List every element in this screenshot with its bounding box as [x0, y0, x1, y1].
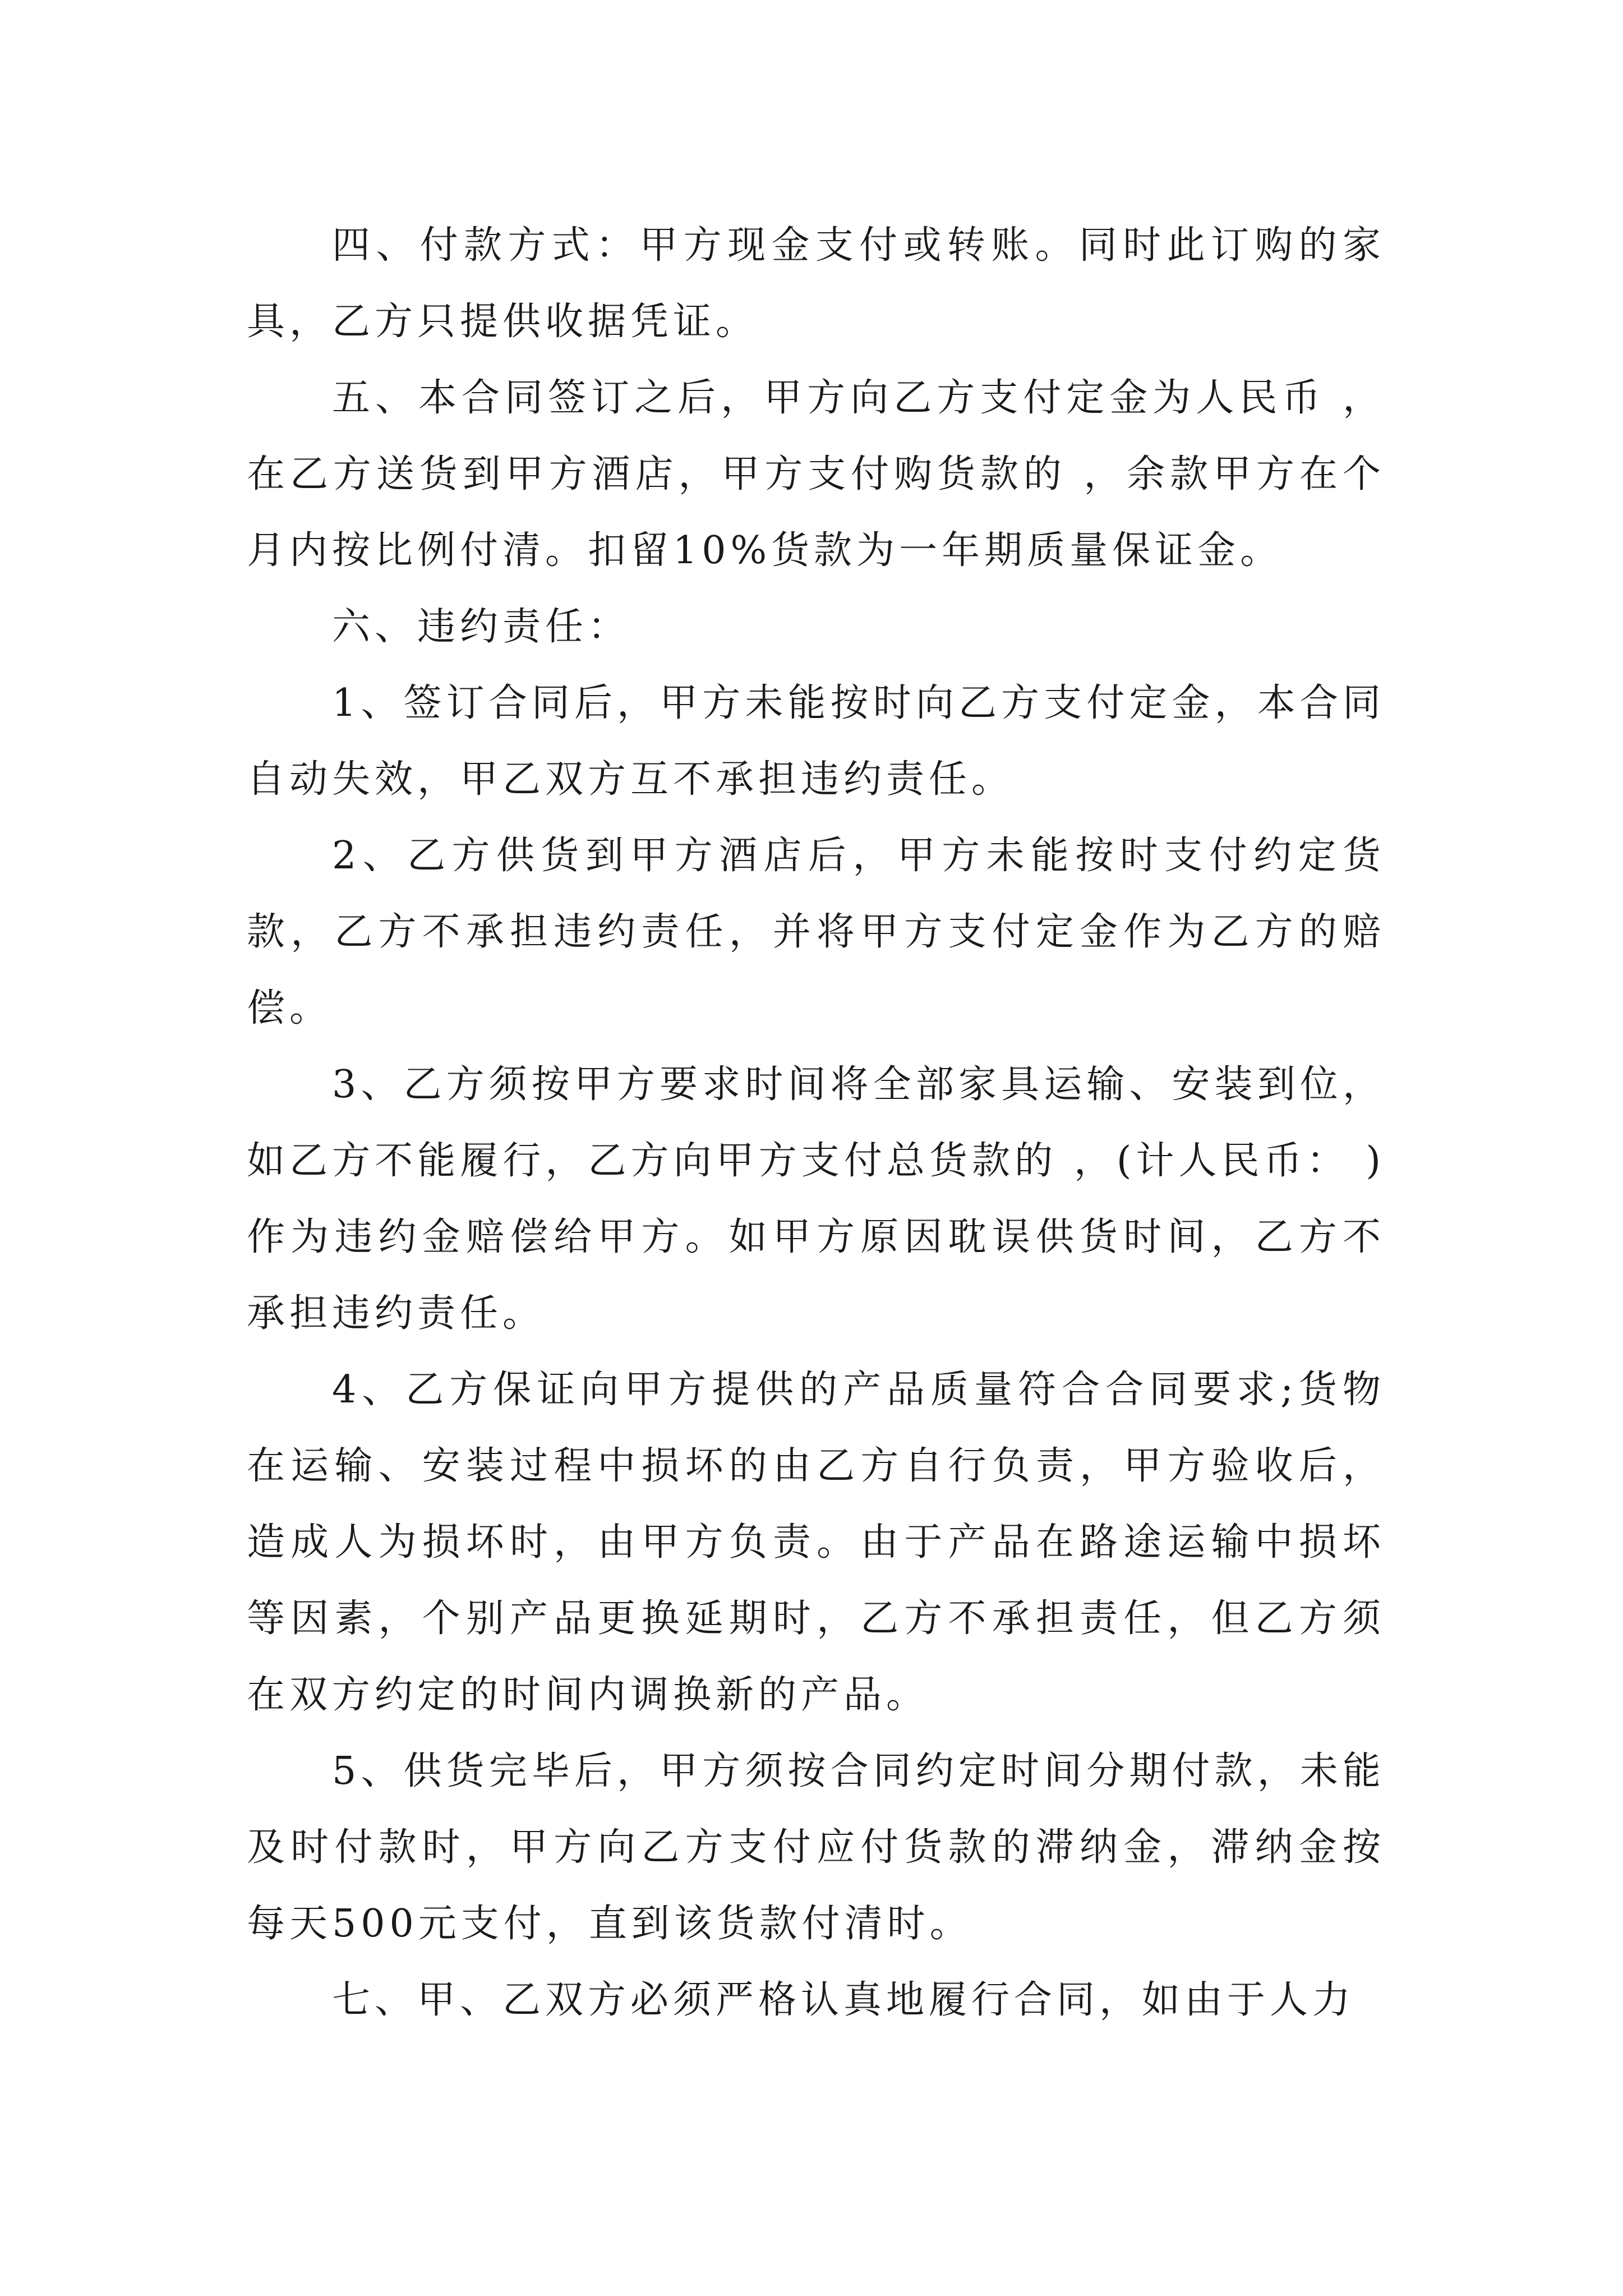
paragraph-deposit: 五、本合同签订之后，甲方向乙方支付定金为人民币 ，在乙方送货到甲方酒店，甲方支付购货款的 ，余款甲方在个月内按比例付清。扣留10%货款为一年期质量保证金。	[247, 376, 1385, 573]
paragraph-obligations: 七、甲、乙双方必须严格认真地履行合同，如由于人力	[332, 1978, 1355, 2022]
contract-body	[247, 208, 1385, 2039]
paragraph-breach-4: 4、乙方保证向甲方提供的产品质量符合合同要求;货物在运输、安装过程中损坏的由乙方自行负责，甲方验收后，造成人为损坏时，由甲方负责。由于产品在路途运输中损坏等因素，个别产品更换延期时，乙方不承担责任，但乙方须在双方约定的时间内调换新的产品。	[247, 1368, 1385, 1717]
paragraph-breach-heading: 六、违约责任：	[332, 605, 631, 649]
paragraph-breach-5: 5、供货完毕后，甲方须按合同约定时间分期付款，未能及时付款时，甲方向乙方支付应付货款的滞纳金，滞纳金按每天500元支付，直到该货款付清时。	[247, 1749, 1385, 1946]
paragraph-breach-1: 1、签订合同后，甲方未能按时向乙方支付定金，本合同自动失效，甲乙双方互不承担违约责任。	[247, 681, 1385, 802]
paragraph-payment-method: 四、付款方式：甲方现金支付或转账。同时此订购的家具，乙方只提供收据凭证。	[247, 223, 1385, 344]
paragraph-breach-2: 2、乙方供货到甲方酒店后，甲方未能按时支付约定货款，乙方不承担违约责任，并将甲方支付定金作为乙方的赔偿。	[247, 834, 1385, 1030]
paragraph-breach-3: 3、乙方须按甲方要求时间将全部家具运输、安装到位，如乙方不能履行，乙方向甲方支付总货款的 ，(计人民币： )作为违约金赔偿给甲方。如甲方原因耽误供货时间，乙方不承担违约责任。	[247, 1062, 1385, 1336]
